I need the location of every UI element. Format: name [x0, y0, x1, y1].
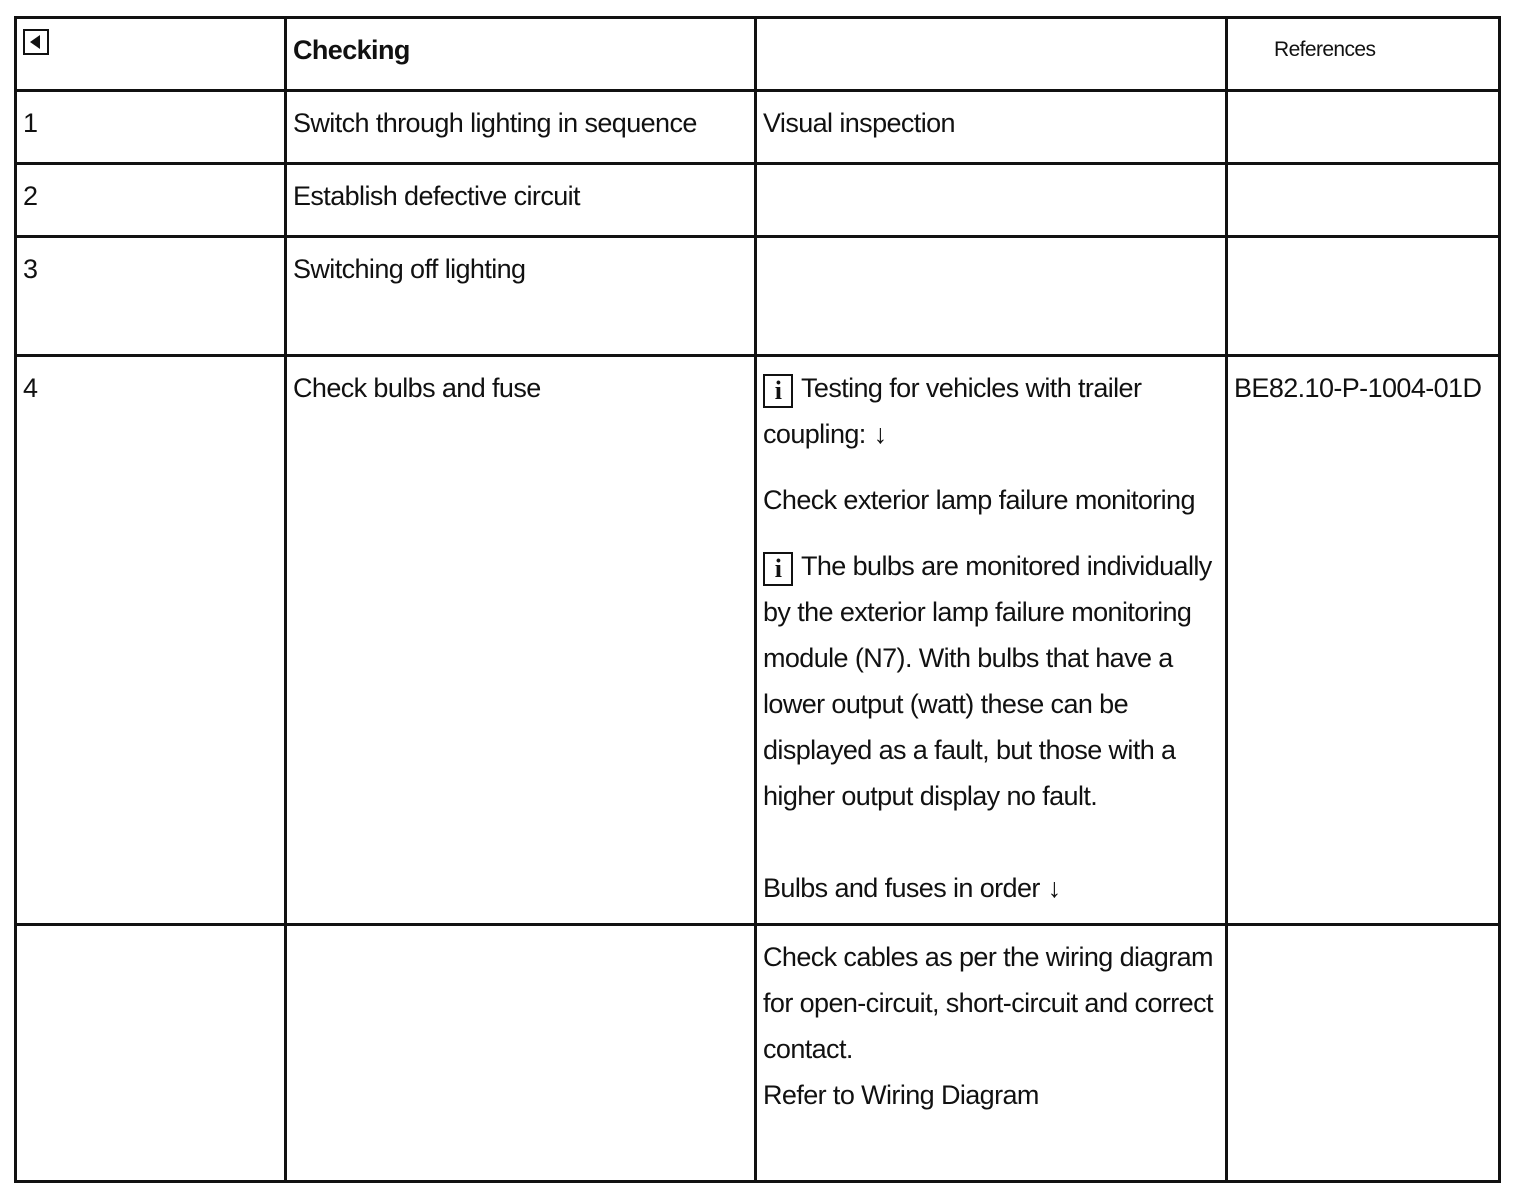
note-bulbs-text: The bulbs are monitored individually by the exterior lamp failure monitoring module (N7). With bulbs that have a lower output (watt) these can be displayed as a fault, but those with a higher output display no fault.: [763, 551, 1212, 811]
step-action: [756, 356, 1227, 925]
header-blank: [756, 18, 1227, 91]
step-checking: Switch through lighting in sequence: [286, 91, 756, 164]
step-action: [756, 925, 1227, 1182]
info-icon[interactable]: i: [763, 374, 793, 408]
step-action: [756, 237, 1227, 356]
info-icon[interactable]: i: [763, 552, 793, 586]
header-references: References: [1227, 18, 1500, 91]
step-checking: Establish defective circuit: [286, 164, 756, 237]
check-cables-text: Check cables as per the wiring diagram for open-circuit, short-circuit and correct contact.: [763, 942, 1213, 1064]
step-reference: [1227, 237, 1500, 356]
step-reference: [1227, 925, 1500, 1182]
step-action: [756, 164, 1227, 237]
note-trailer-text: Testing for vehicles with trailer coupling:: [763, 373, 1142, 449]
bulbs-ok-text: Bulbs and fuses in order: [763, 873, 1040, 903]
down-arrow-icon: ↓: [873, 419, 887, 449]
step-checking: Switching off lighting: [286, 237, 756, 356]
note-bulbs: [763, 543, 1219, 819]
step-number: 3: [16, 237, 286, 356]
table-row: [16, 356, 1500, 925]
step-number: 4: [16, 356, 286, 925]
back-triangle-icon[interactable]: [23, 29, 49, 55]
table-row: [16, 91, 1500, 164]
step-checking: Check bulbs and fuse: [286, 356, 756, 925]
check-monitoring-text: Check exterior lamp failure monitoring: [763, 485, 1195, 515]
step-action: Visual inspection: [756, 91, 1227, 164]
note-trailer: [763, 365, 1219, 457]
step-reference: [1227, 91, 1500, 164]
header-cell-icon: [16, 18, 286, 91]
step-checking: [286, 925, 756, 1182]
wiring-diagram-link[interactable]: Refer to Wiring Diagram: [763, 1080, 1039, 1110]
table-row: [16, 925, 1500, 1182]
step-reference-link[interactable]: BE82.10-P-1004-01D: [1227, 356, 1500, 925]
table-row: [16, 237, 1500, 356]
table-row: [16, 164, 1500, 237]
down-arrow-icon: ↓: [1047, 873, 1061, 903]
step-number: [16, 925, 286, 1182]
table-header-row: [16, 18, 1500, 91]
bulbs-ok-line: [763, 865, 1219, 911]
header-checking: Checking: [286, 18, 756, 91]
procedure-table: [14, 16, 1501, 1183]
step-number: 1: [16, 91, 286, 164]
step-reference: [1227, 164, 1500, 237]
step-number: 2: [16, 164, 286, 237]
